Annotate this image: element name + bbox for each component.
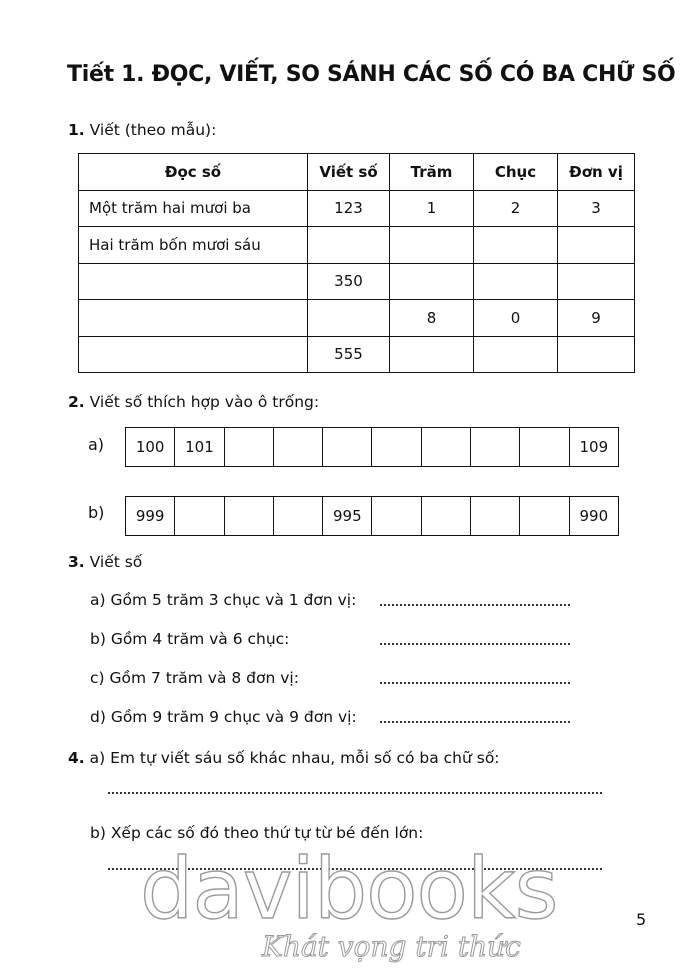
sequence-a-strip xyxy=(125,427,619,467)
exercise-3-item-d: d) Gồm 9 trăm 9 chục và 9 đơn vị: xyxy=(90,708,357,726)
cell-chuc[interactable] xyxy=(474,227,558,264)
sequence-cell[interactable] xyxy=(175,497,224,535)
cell-doc-so[interactable] xyxy=(79,336,308,373)
sequence-cell[interactable] xyxy=(372,497,421,535)
table-row xyxy=(79,190,635,227)
exercise-4-number: 4. xyxy=(68,749,85,767)
exercise-3-item-c: c) Gồm 7 trăm và 8 đơn vị: xyxy=(90,669,299,687)
table-row xyxy=(79,300,635,337)
sequence-cell: 995 xyxy=(323,497,372,535)
davibooks-watermark-logo: davibooks xyxy=(140,840,558,938)
cell-viet-so[interactable] xyxy=(308,300,390,337)
sequence-cell[interactable] xyxy=(323,428,372,466)
cell-tram[interactable] xyxy=(390,263,474,300)
sequence-cell[interactable] xyxy=(422,497,471,535)
cell-chuc: 0 xyxy=(474,300,558,337)
sequence-b-strip xyxy=(125,496,619,536)
cell-chuc[interactable] xyxy=(474,336,558,373)
exercise-4-text-a: a) Em tự viết sáu số khác nhau, mỗi số có ba chữ số: xyxy=(89,749,500,767)
cell-viet-so: 555 xyxy=(308,336,390,373)
header-tram: Trăm xyxy=(390,154,474,191)
sequence-cell[interactable] xyxy=(225,428,274,466)
cell-don-vi: 3 xyxy=(558,190,635,227)
exercise-3-item-b: b) Gồm 4 trăm và 6 chục: xyxy=(90,630,290,648)
cell-viet-so: 123 xyxy=(308,190,390,227)
cell-chuc[interactable] xyxy=(474,263,558,300)
sequence-cell[interactable] xyxy=(274,497,323,535)
page-number: 5 xyxy=(636,910,647,929)
sequence-cell: 100 xyxy=(126,428,175,466)
cell-viet-so[interactable] xyxy=(308,227,390,264)
sequence-cell[interactable] xyxy=(422,428,471,466)
sequence-cell: 109 xyxy=(579,438,609,456)
exercise-1-prompt xyxy=(68,121,216,139)
exercise-3-prompt xyxy=(68,553,142,571)
sequence-cell[interactable] xyxy=(372,428,421,466)
answer-line[interactable] xyxy=(108,792,602,794)
answer-line[interactable] xyxy=(380,602,570,606)
sequence-cell: 101 xyxy=(175,428,224,466)
exercise-1-number: 1. xyxy=(68,121,85,139)
cell-doc-so[interactable] xyxy=(79,263,308,300)
number-table xyxy=(78,153,635,373)
cell-doc-so: Hai trăm bốn mươi sáu xyxy=(79,227,308,264)
header-don-vi: Đơn vị xyxy=(558,154,635,191)
sequence-cell[interactable] xyxy=(471,428,520,466)
answer-line[interactable] xyxy=(380,680,570,684)
sequence-a-label: a) xyxy=(88,435,105,454)
exercise-2-text: Viết số thích hợp vào ô trống: xyxy=(89,393,320,411)
header-viet-so: Viết số xyxy=(308,154,390,191)
exercise-1-text: Viết (theo mẫu): xyxy=(89,121,217,139)
sequence-cell[interactable] xyxy=(471,497,520,535)
header-doc-so: Đọc số xyxy=(79,154,308,191)
sequence-cell: 999 xyxy=(126,497,175,535)
cell-don-vi[interactable] xyxy=(558,336,635,373)
cell-don-vi[interactable] xyxy=(558,227,635,264)
cell-tram: 8 xyxy=(390,300,474,337)
table-header-row xyxy=(79,154,635,191)
cell-don-vi[interactable] xyxy=(558,263,635,300)
sequence-cell: 990 xyxy=(579,507,609,525)
sequence-cell[interactable] xyxy=(520,428,569,466)
cell-tram[interactable] xyxy=(390,336,474,373)
table-row xyxy=(79,263,635,300)
exercise-4-prompt-a xyxy=(68,749,500,767)
exercise-4-text-b: b) Xếp các số đó theo thứ tự từ bé đến lớn: xyxy=(90,824,424,842)
exercise-3-text: Viết số xyxy=(89,553,143,571)
cell-viet-so: 350 xyxy=(308,263,390,300)
cell-tram[interactable] xyxy=(390,227,474,264)
cell-don-vi: 9 xyxy=(558,300,635,337)
cell-doc-so: Một trăm hai mươi ba xyxy=(79,190,308,227)
exercise-3-number: 3. xyxy=(68,553,85,571)
table-row xyxy=(79,336,635,373)
cell-chuc: 2 xyxy=(474,190,558,227)
sequence-cell[interactable] xyxy=(225,497,274,535)
header-chuc: Chục xyxy=(474,154,558,191)
davibooks-watermark-tagline: Khát vọng tri thức xyxy=(262,930,521,963)
cell-doc-so[interactable] xyxy=(79,300,308,337)
exercise-2-number: 2. xyxy=(68,393,85,411)
exercise-2-prompt xyxy=(68,393,319,411)
sequence-cell[interactable] xyxy=(520,497,569,535)
sequence-cell[interactable] xyxy=(274,428,323,466)
cell-tram: 1 xyxy=(390,190,474,227)
table-row xyxy=(79,227,635,264)
answer-line[interactable] xyxy=(380,641,570,645)
answer-line[interactable] xyxy=(380,719,570,723)
exercise-3-item-a: a) Gồm 5 trăm 3 chục và 1 đơn vị: xyxy=(90,591,357,609)
lesson-title: Tiết 1. ĐỌC, VIẾT, SO SÁNH CÁC SỐ CÓ BA CHỮ SỐ xyxy=(67,62,676,87)
sequence-b-label: b) xyxy=(88,503,105,522)
